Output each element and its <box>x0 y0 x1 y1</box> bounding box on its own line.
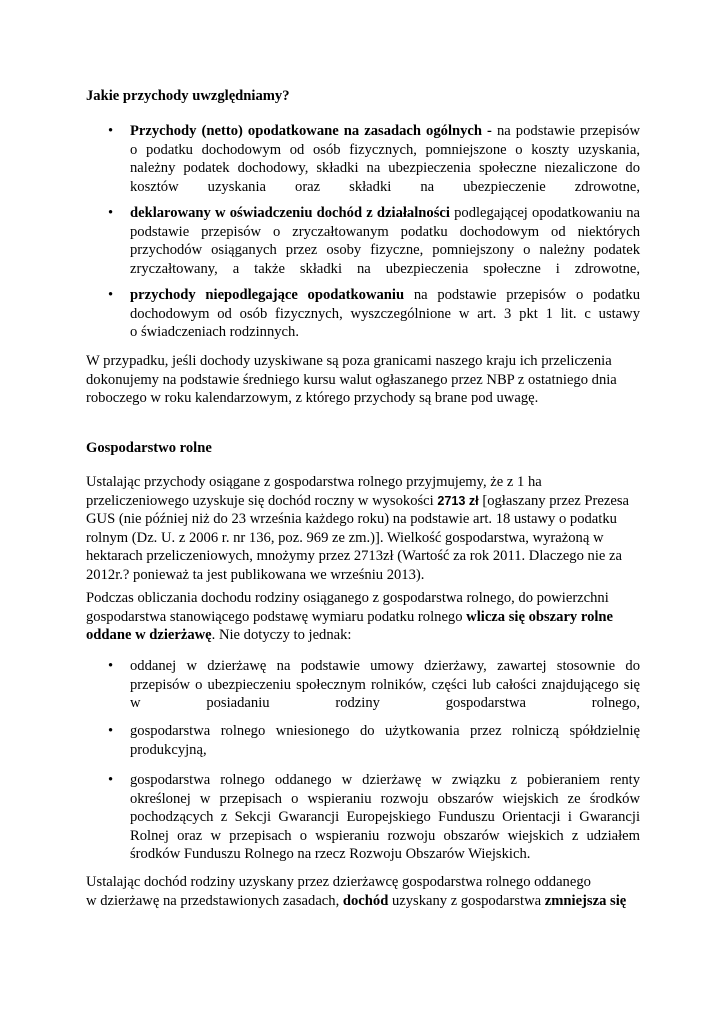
bullet-icon: • <box>108 658 114 674</box>
paragraph-farm-income: Ustalając przychody osiągane z gospodarstwa rolnego przyjmujemy, że z 1 ha przeliczeniowego uzyskuje się dochód roczny w wysokości 2713 zł [ogłaszany przez Prezesa GUS (nie później niż do 23 września każdego roku) na podstawie art. 18 ustawy o podatku rolnym (Dz. U. z 2006 r. nr 136, poz. 969 ze zm.)]. Wielkość gospodarstwa, wyrażoną w hektarach przeliczeniowych, mnożymy przez 2713zł (Wartość za rok 2011. Dlaczego nie za 2012r.? ponieważ ta jest publikowana we wrześniu 2013). <box>86 474 630 583</box>
section-heading-income: Jakie przychody uwzględniamy? <box>86 88 290 104</box>
list-item: oddanej w dzierżawę na podstawie umowy dzierżawy, zawartej stosownie do przepisów o ubezpieczeniu społecznym rolników, części lub całości znajdującego się w posiadaniu rodziny gospodarstwa rolnego, <box>130 658 640 712</box>
income-amount: 2713 zł <box>437 493 479 508</box>
bullet-icon: • <box>108 772 114 788</box>
list-item: gospodarstwa rolnego oddanego w dzierżawę w związku z pobieraniem renty określonej w przepisach o wspieraniu rozwoju obszarów wiejskich ze środków pochodzących z Sekcji Gwarancji Europejskiego Funduszu Orientacji i Gwarancji Rolnej oraz w przepisach o wspieraniu rozwoju obszarów wiejskich z udziałem środków Funduszu Rolnego na rzecz Rozwoju Obszarów Wiejskich. <box>130 772 640 863</box>
list-item: gospodarstwa rolnego wniesionego do użytkowania przez rolniczą spółdzielnię produkcyjną, <box>130 723 640 758</box>
list-item: Przychody (netto) opodatkowane na zasadach ogólnych - na podstawie przepisów o podatku dochodowym od osób fizycznych, pomniejszone o koszty uzyskania, należny podatek dochodowy, składki na ubezpieczenia społeczne niezaliczone do kosztów uzyskania oraz składki na ubezpieczenie zdrowotne, <box>130 123 641 195</box>
paragraph-lessee-income: Ustalając dochód rodziny uzyskany przez dzierżawcę gospodarstwa rolnego oddanego w dzierżawę na przedstawionych zasadach, dochód uzyskany z gospodarstwa zmniejsza się <box>86 874 627 909</box>
bullet-icon: • <box>108 205 114 221</box>
list-item: deklarowany w oświadczeniu dochód z działalności podlegającej opodatkowaniu na podstawie przepisów o zryczałtowanym podatku dochodowym od niektórych przychodów osiąganych przez osoby fizyczne, pomniejszony o należny podatek zryczałtowany, a także składki na ubezpieczenia społeczne i zdrowotne, <box>130 205 640 277</box>
paragraph-foreign-income: W przypadku, jeśli dochody uzyskiwane są poza granicami naszego kraju ich przeliczenia dokonujemy na podstawie średniego kursu walut ogłaszanego przez NBP z ostatniego dnia roboczego w roku kalendarzowym, z którego przychody są brane pod uwagę. <box>86 353 617 407</box>
list-item: przychody niepodlegające opodatkowaniu na podstawie przepisów o podatku dochodowym od osób fizycznych, wyszczególnione w art. 3 pkt 1 lit. c ustawy o świadczeniach rodzinnych. <box>130 287 640 341</box>
bullet-icon: • <box>108 723 114 739</box>
bullet-icon: • <box>108 123 114 139</box>
section-heading-farm: Gospodarstwo rolne <box>86 440 212 456</box>
paragraph-leased-land: Podczas obliczania dochodu rodziny osiąganego z gospodarstwa rolnego, do powierzchni gospodarstwa stanowiącego podstawę wymiaru podatku rolnego wlicza się obszary rolne oddane w dzierżawę. Nie dotyczy to jednak: <box>86 590 614 644</box>
bullet-icon: • <box>108 287 114 303</box>
